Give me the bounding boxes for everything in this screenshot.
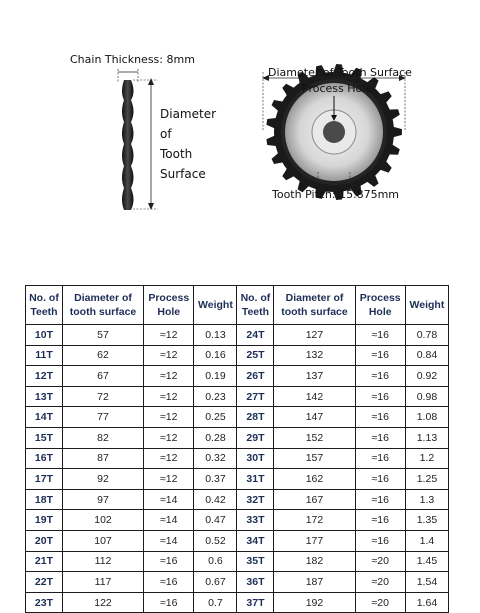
table-row <box>26 427 449 448</box>
sprocket-tooth <box>266 135 277 146</box>
table-cell: 1.3 <box>405 489 448 510</box>
table-cell: 1.54 <box>405 572 448 593</box>
table-cell: ≈12 <box>144 386 194 407</box>
table-cell: 0.52 <box>194 530 237 551</box>
table-cell: ≈12 <box>144 325 194 346</box>
table-cell: 1.25 <box>405 469 448 490</box>
table-cell: ≈16 <box>144 592 194 613</box>
table-cell: 177 <box>274 530 355 551</box>
table-body <box>26 325 449 613</box>
teeth-cell: 24T <box>237 325 274 346</box>
diameter-side-line: of <box>160 127 172 141</box>
diameter-side-line: Diameter <box>160 107 217 121</box>
table-cell: 1.2 <box>405 448 448 469</box>
chain-thickness-label: Chain Thickness: 8mm <box>70 53 195 66</box>
table-cell: ≈12 <box>144 469 194 490</box>
table-cell: ≈16 <box>355 530 405 551</box>
table-cell: ≈14 <box>144 510 194 531</box>
column-header-line: Teeth <box>241 306 270 318</box>
table-cell: 0.16 <box>194 345 237 366</box>
table-cell: ≈16 <box>355 345 405 366</box>
table-cell: 167 <box>274 489 355 510</box>
table-cell: 0.7 <box>194 592 237 613</box>
table-cell: 192 <box>274 592 355 613</box>
column-header <box>26 286 63 325</box>
table-cell: 72 <box>62 386 143 407</box>
table-cell: 0.19 <box>194 366 237 387</box>
table-cell: 97 <box>62 489 143 510</box>
teeth-cell: 16T <box>26 448 63 469</box>
table-cell: 0.84 <box>405 345 448 366</box>
table-row <box>26 489 449 510</box>
teeth-cell: 11T <box>26 345 63 366</box>
table-cell: 0.28 <box>194 427 237 448</box>
table-cell: 162 <box>274 469 355 490</box>
teeth-cell: 33T <box>237 510 274 531</box>
table-cell: 0.47 <box>194 510 237 531</box>
table-cell: 82 <box>62 427 143 448</box>
column-header <box>194 286 237 325</box>
table-cell: 107 <box>62 530 143 551</box>
table-cell: ≈16 <box>355 489 405 510</box>
column-header-line: Hole <box>157 306 181 318</box>
table-cell: ≈20 <box>355 572 405 593</box>
table-cell: 0.42 <box>194 489 237 510</box>
table-cell: ≈16 <box>144 551 194 572</box>
table-row <box>26 469 449 490</box>
table-cell: 157 <box>274 448 355 469</box>
table-cell: ≈14 <box>144 530 194 551</box>
column-header <box>405 286 448 325</box>
diameter-side-line: Tooth <box>160 147 193 161</box>
column-header <box>144 286 194 325</box>
table-cell: 0.13 <box>194 325 237 346</box>
tooth-pitch-label: Tooth Pitch: 15.875mm <box>272 188 399 201</box>
table-cell: 1.13 <box>405 427 448 448</box>
column-header-line: Weight <box>409 299 445 311</box>
teeth-cell: 28T <box>237 407 274 428</box>
column-header-line: Weight <box>198 299 233 311</box>
table-cell: 187 <box>274 572 355 593</box>
table-cell: ≈16 <box>355 407 405 428</box>
table-cell: 0.32 <box>194 448 237 469</box>
table-cell: 87 <box>62 448 143 469</box>
sprocket-spec-table <box>25 285 449 613</box>
column-header-line: Process <box>359 292 401 304</box>
teeth-cell: 18T <box>26 489 63 510</box>
table-cell: 0.67 <box>194 572 237 593</box>
table-cell: 1.45 <box>405 551 448 572</box>
teeth-cell: 25T <box>237 345 274 366</box>
table-row <box>26 366 449 387</box>
table-cell: 62 <box>62 345 143 366</box>
table-cell: ≈16 <box>355 427 405 448</box>
table-row <box>26 572 449 593</box>
side-view-sprocket <box>118 69 158 210</box>
table-cell: 102 <box>62 510 143 531</box>
table-row <box>26 448 449 469</box>
table-cell: ≈16 <box>355 386 405 407</box>
table-row <box>26 551 449 572</box>
teeth-cell: 15T <box>26 427 63 448</box>
table-row <box>26 386 449 407</box>
teeth-cell: 10T <box>26 325 63 346</box>
table-cell: 112 <box>62 551 143 572</box>
column-header-line: Hole <box>368 306 392 318</box>
diameter-side-line: Surface <box>160 167 206 181</box>
table-cell: 0.78 <box>405 325 448 346</box>
column-header-line: Teeth <box>30 306 58 318</box>
column-header-line: Diameter of <box>285 292 344 304</box>
table-cell: ≈12 <box>144 427 194 448</box>
teeth-cell: 23T <box>26 592 63 613</box>
table-cell: ≈16 <box>355 448 405 469</box>
teeth-cell: 30T <box>237 448 274 469</box>
table-cell: 57 <box>62 325 143 346</box>
teeth-cell: 26T <box>237 366 274 387</box>
diameter-tooth-surface-label: Diameter of Tooth Surface <box>268 66 412 79</box>
teeth-cell: 13T <box>26 386 63 407</box>
table-row <box>26 325 449 346</box>
table-row <box>26 510 449 531</box>
table-cell: 127 <box>274 325 355 346</box>
teeth-cell: 19T <box>26 510 63 531</box>
table-cell: ≈16 <box>355 366 405 387</box>
table-cell: 122 <box>62 592 143 613</box>
sprocket-diagram <box>0 0 480 250</box>
table-cell: 1.64 <box>405 592 448 613</box>
table-cell: 1.4 <box>405 530 448 551</box>
column-header-line: tooth surface <box>281 306 348 318</box>
teeth-cell: 37T <box>237 592 274 613</box>
column-header <box>237 286 274 325</box>
table-cell: ≈16 <box>355 325 405 346</box>
table-cell: 172 <box>274 510 355 531</box>
column-header <box>355 286 405 325</box>
table-cell: ≈16 <box>144 572 194 593</box>
teeth-cell: 32T <box>237 489 274 510</box>
process-hole-label: Process Hole <box>302 82 373 95</box>
sprocket-tooth <box>392 126 402 137</box>
table-row <box>26 530 449 551</box>
table-cell: 0.25 <box>194 407 237 428</box>
table-cell: 77 <box>62 407 143 428</box>
table-cell: 0.6 <box>194 551 237 572</box>
teeth-cell: 14T <box>26 407 63 428</box>
table-row <box>26 592 449 613</box>
teeth-cell: 27T <box>237 386 274 407</box>
table-cell: 142 <box>274 386 355 407</box>
table-cell: 0.23 <box>194 386 237 407</box>
table-header-row <box>26 286 449 325</box>
teeth-cell: 34T <box>237 530 274 551</box>
teeth-cell: 12T <box>26 366 63 387</box>
table-cell: ≈20 <box>355 592 405 613</box>
teeth-cell: 31T <box>237 469 274 490</box>
table-cell: 0.37 <box>194 469 237 490</box>
column-header <box>274 286 355 325</box>
table-row <box>26 407 449 428</box>
table-cell: ≈12 <box>144 345 194 366</box>
column-header-line: tooth surface <box>69 306 137 318</box>
teeth-cell: 22T <box>26 572 63 593</box>
sprocket-drawings <box>0 0 480 250</box>
teeth-cell: 21T <box>26 551 63 572</box>
table-cell: 0.92 <box>405 366 448 387</box>
table-cell: 182 <box>274 551 355 572</box>
table-cell: ≈12 <box>144 448 194 469</box>
column-header <box>62 286 143 325</box>
table-cell: ≈20 <box>355 551 405 572</box>
teeth-cell: 29T <box>237 427 274 448</box>
table-row <box>26 345 449 366</box>
table-cell: 137 <box>274 366 355 387</box>
table-cell: 1.08 <box>405 407 448 428</box>
table-cell: 1.35 <box>405 510 448 531</box>
teeth-cell: 17T <box>26 469 63 490</box>
column-header-line: No. of <box>29 292 59 304</box>
table-cell: ≈12 <box>144 366 194 387</box>
table-cell: 0.98 <box>405 386 448 407</box>
diameter-side-label <box>160 104 220 184</box>
table-cell: 117 <box>62 572 143 593</box>
teeth-cell: 35T <box>237 551 274 572</box>
table-cell: 132 <box>274 345 355 366</box>
table-cell: 92 <box>62 469 143 490</box>
table-cell: 67 <box>62 366 143 387</box>
column-header-line: Diameter of <box>74 292 132 304</box>
sprocket-tooth <box>266 118 277 129</box>
teeth-cell: 20T <box>26 530 63 551</box>
table-cell: 147 <box>274 407 355 428</box>
table-cell: 152 <box>274 427 355 448</box>
teeth-cell: 36T <box>237 572 274 593</box>
table-cell: ≈16 <box>355 510 405 531</box>
table-cell: ≈16 <box>355 469 405 490</box>
table-cell: ≈14 <box>144 489 194 510</box>
column-header-line: Process <box>148 292 190 304</box>
column-header-line: No. of <box>240 292 271 304</box>
table-cell: ≈12 <box>144 407 194 428</box>
